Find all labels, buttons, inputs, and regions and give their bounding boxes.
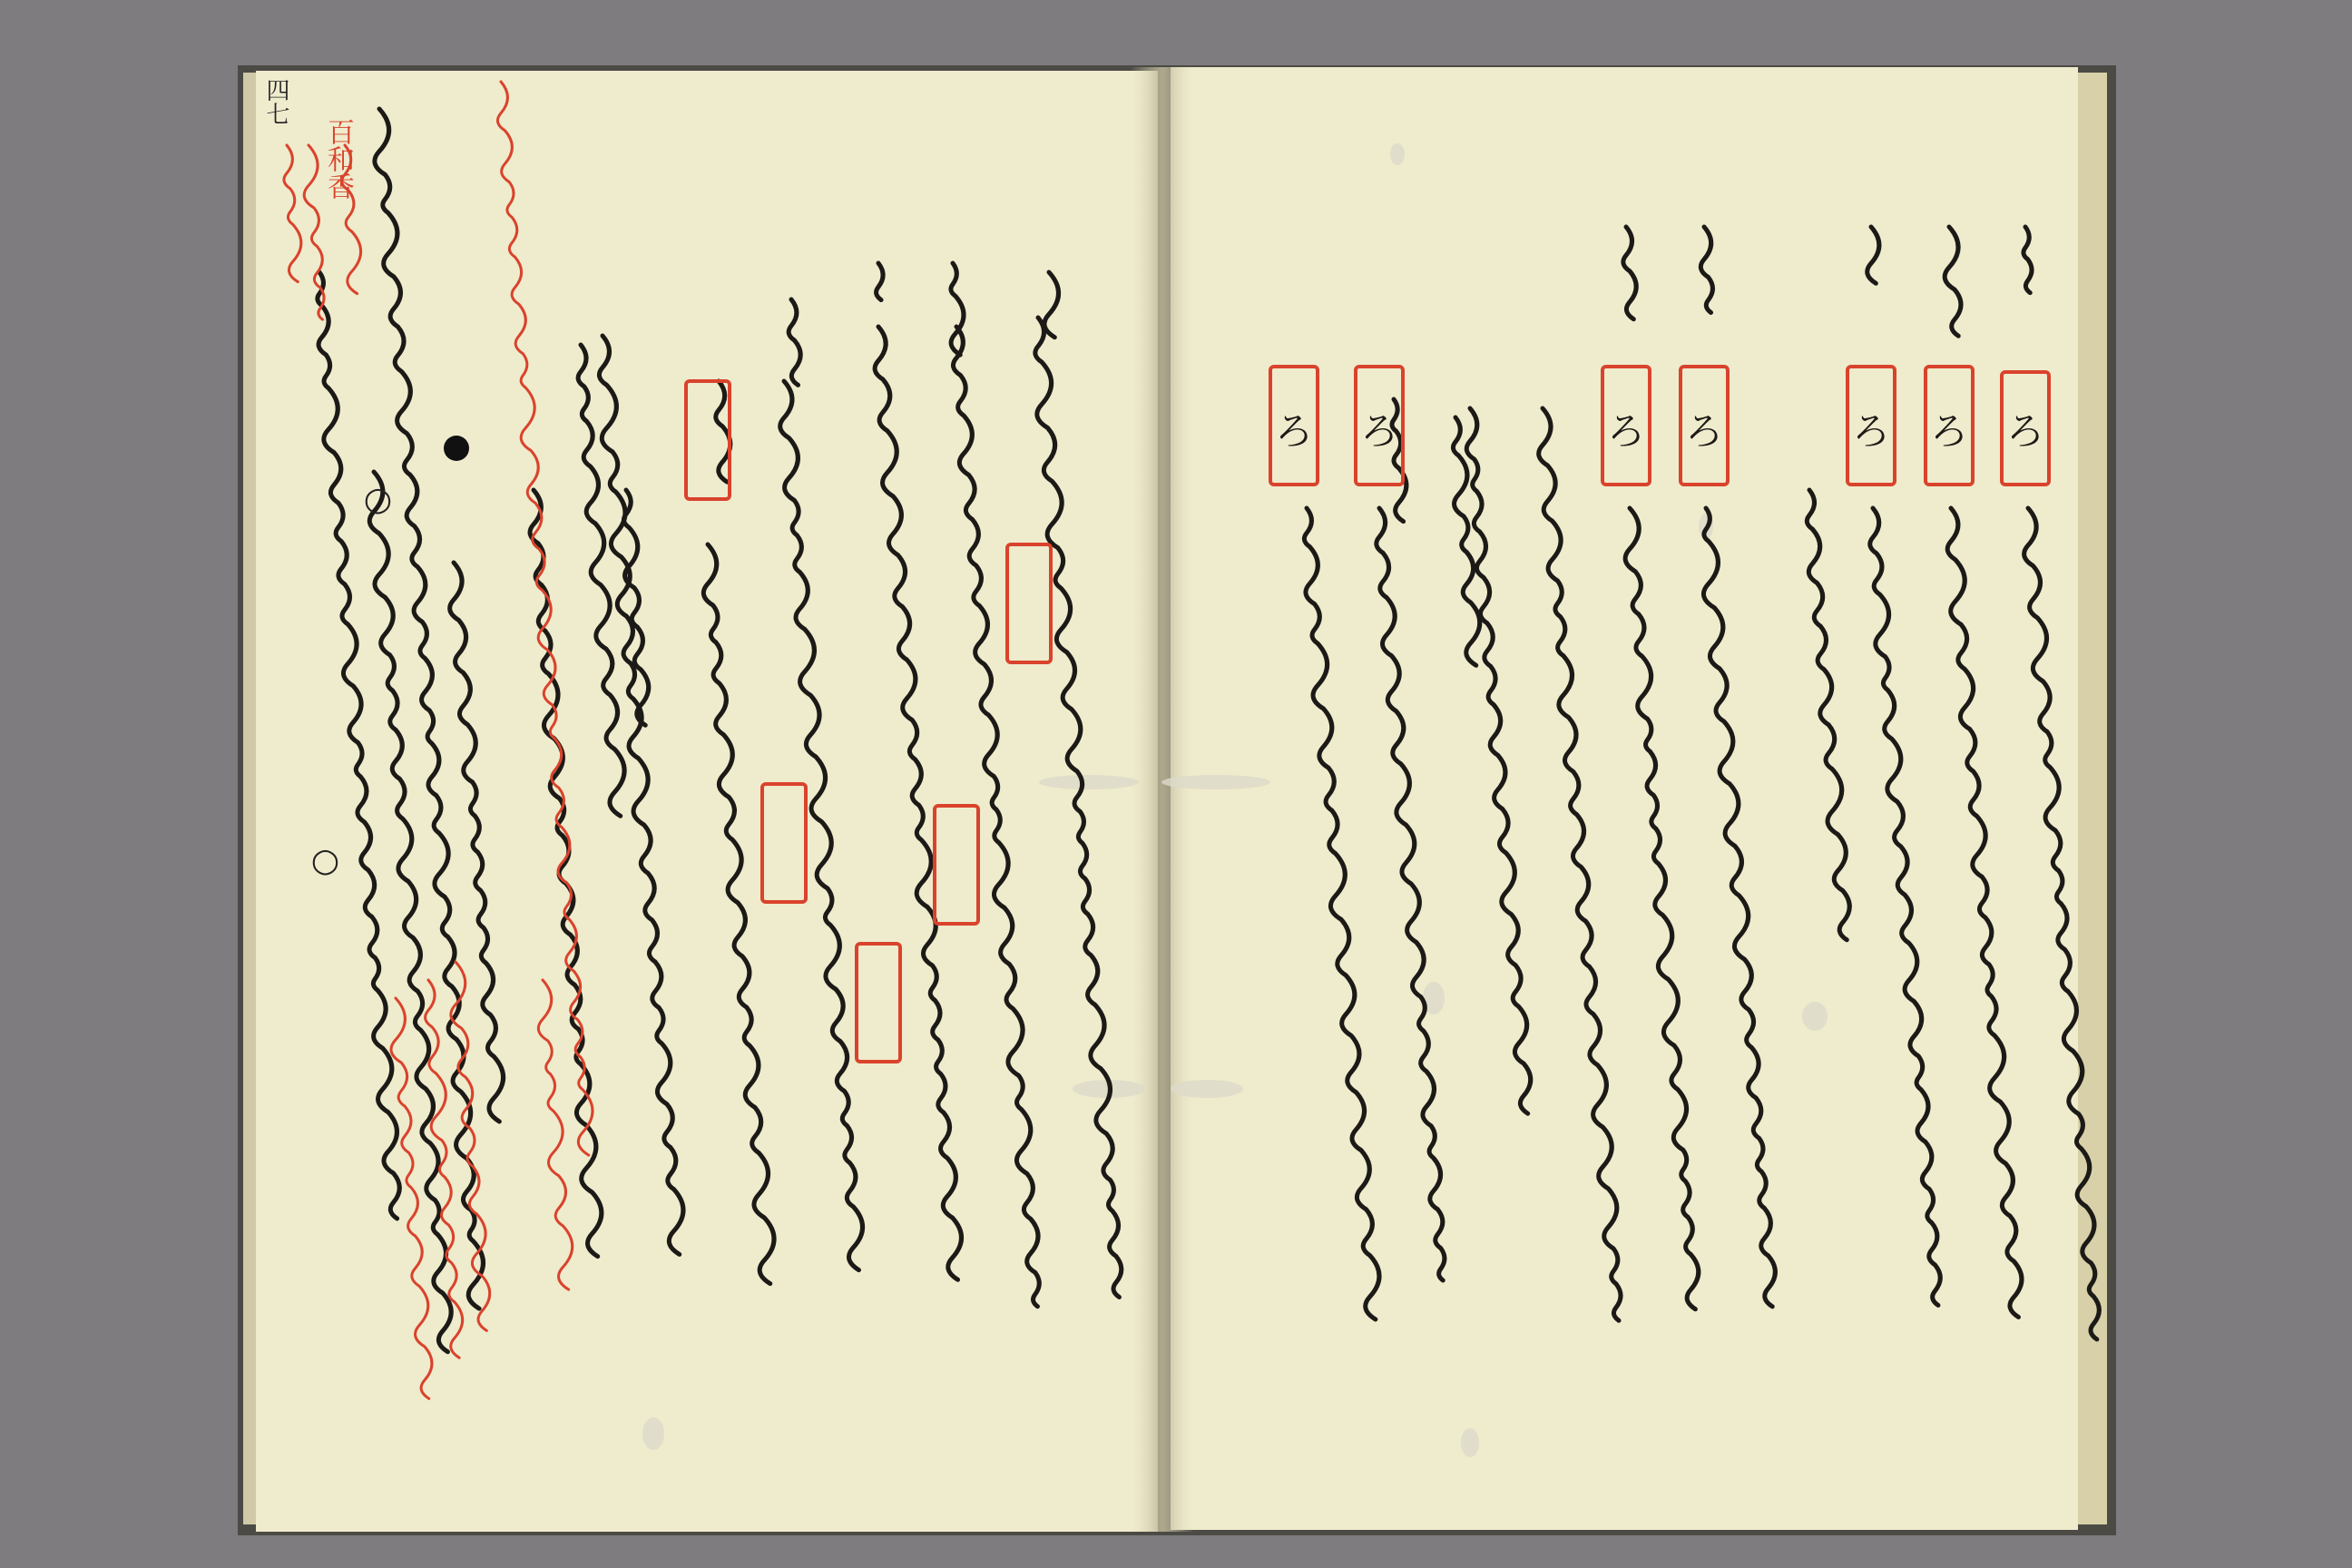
circle-marker: ○ [307, 842, 344, 879]
right-page [1171, 67, 2078, 1530]
boxed-glyph: ろ [1684, 409, 1724, 454]
circle-marker: ○ [359, 481, 397, 518]
boxed-glyph: ろ [1606, 409, 1646, 454]
folio-number: 四七 [262, 78, 289, 125]
gutter [1131, 67, 1194, 1532]
right-page-edge [2078, 73, 2107, 1524]
dot-marker-icon [444, 436, 469, 461]
red-heading: 百和香 [322, 118, 354, 200]
left-page [256, 71, 1158, 1532]
boxed-glyph: ろ [1359, 409, 1399, 454]
boxed-glyph: ろ [1851, 409, 1891, 454]
boxed-glyph: ろ [2005, 409, 2045, 454]
boxed-glyph: ろ [1929, 409, 1969, 454]
boxed-glyph: ろ [1274, 409, 1314, 454]
